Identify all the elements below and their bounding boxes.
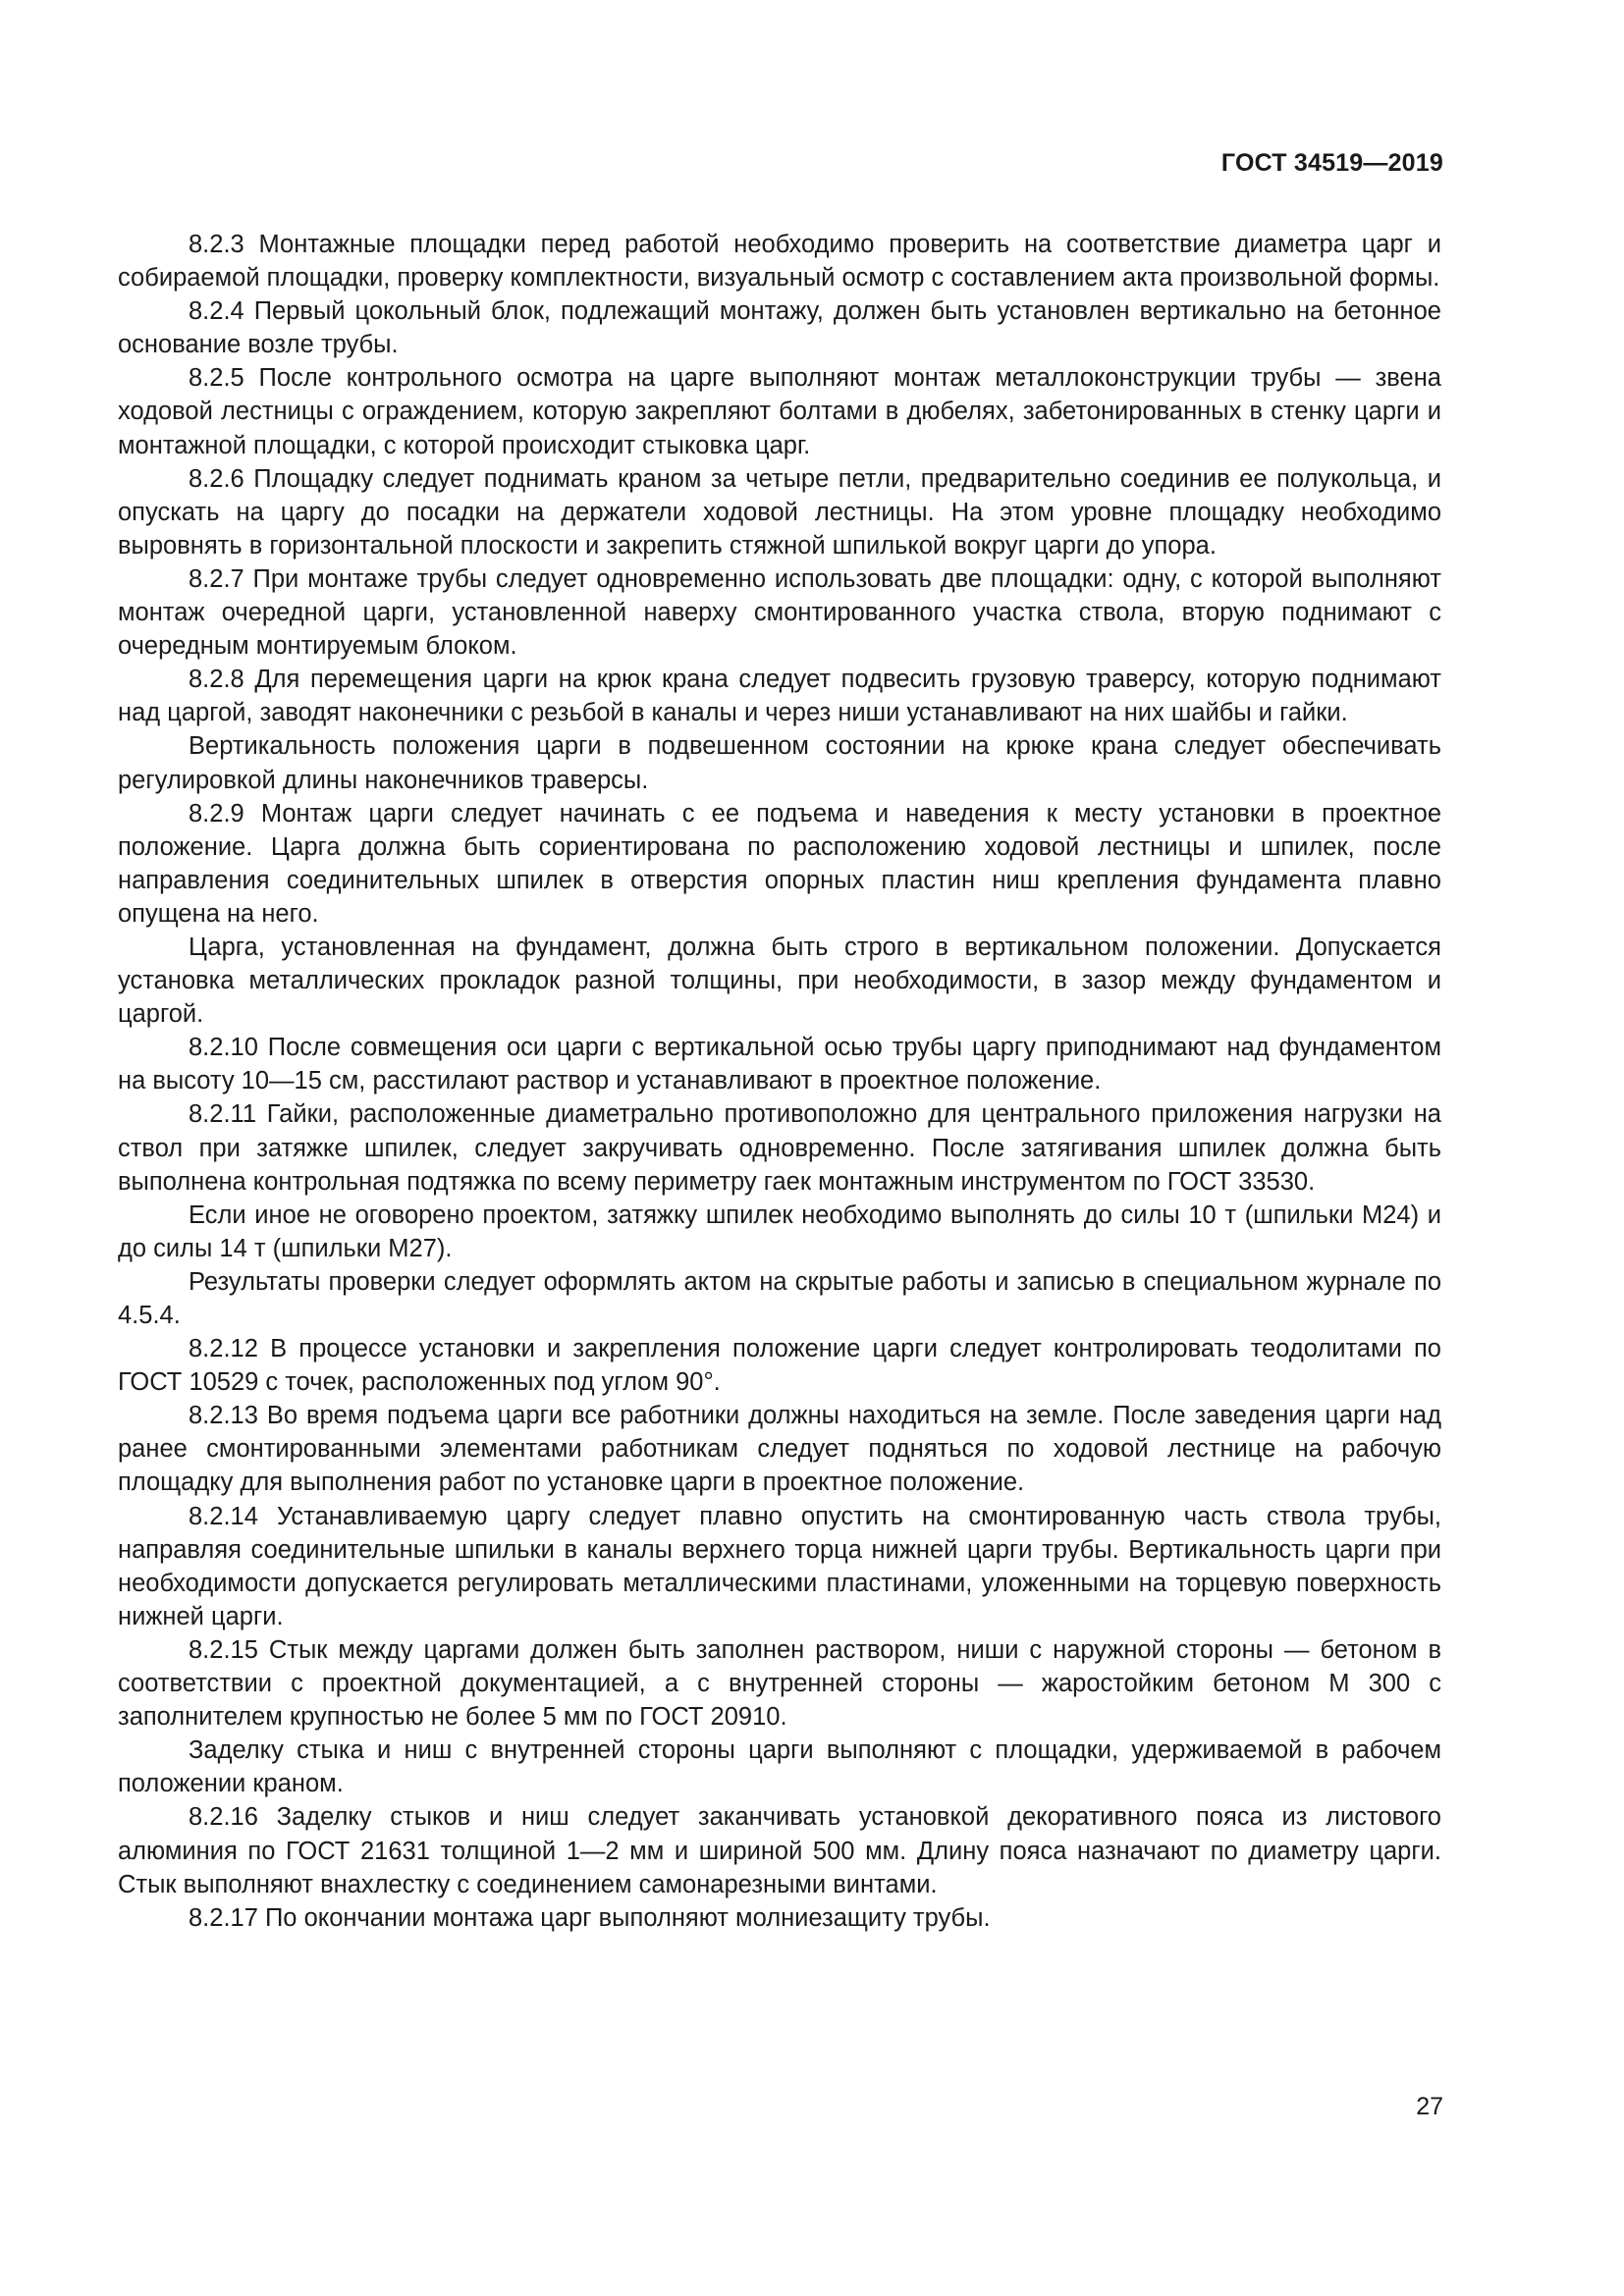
page-number: 27 (1416, 2093, 1443, 2120)
paragraph-8-2-9-note: Царга, установленная на фундамент, должна быть строго в вертикальном положении. Допускается установка металлических прокладок разной толщины, при необходимости, в зазор между фундаментом и царгой. (118, 933, 1441, 1029)
paragraph-8-2-17: 8.2.17 По окончании монтажа царг выполняют молниезащиту трубы. (189, 1903, 991, 1932)
paragraph-8-2-4: 8.2.4 Первый цокольный блок, подлежащий монтажу, должен быть установлен вертикально на бетонное основание возле трубы. (118, 297, 1441, 359)
paragraph-8-2-12: 8.2.12 В процессе установки и закрепления положение царги следует контролировать теодолитами по ГОСТ 10529 с точек, расположенных под углом 90°. (118, 1335, 1441, 1397)
paragraph-8-2-11: 8.2.11 Гайки, расположенные диаметрально противоположно для центрального приложения нагрузки на ствол при затяжке шпилек, следует закручивать одновременно. После затягивания шпилек должна быть выполнена контрольная подтяжка по всему периметру гаек монтажным инструментом по ГОСТ 33530. (118, 1100, 1441, 1196)
paragraph-8-2-11-note-2: Результаты проверки следует оформлять актом на скрытые работы и записью в специальном журнале по 4.5.4. (118, 1267, 1441, 1329)
paragraph-8-2-5: 8.2.5 После контрольного осмотра на царге выполняют монтаж металлоконструкции трубы — звена ходовой лестницы с ограждением, которую закрепляют болтами в дюбелях, забетонированных в стенку царги и монтажной площадки, с которой происходит стыковка царг. (118, 364, 1441, 459)
standard-code-header: ГОСТ 34519—2019 (1220, 149, 1443, 177)
paragraph-8-2-13: 8.2.13 Во время подъема царги все работники должны находиться на земле. После заведения царги над ранее смонтированными элементами работникам следует подняться по ходовой лестнице на рабочую площадку для выполнения работ по установке царги в проектное положение. (118, 1402, 1441, 1497)
paragraph-8-2-7: 8.2.7 При монтаже трубы следует одновременно использовать две площадки: одну, с которой выполняют монтаж очередной царги, установленной наверху смонтированного участка ствола, вторую поднимают с очередным монтируемым блоком. (118, 564, 1441, 661)
paragraph-8-2-15: 8.2.15 Стык между царгами должен быть заполнен раствором, ниши с наружной стороны — бетоном в соответствии с проектной документацией, а с внутренней стороны — жаростойким бетоном М 300 с заполнителем крупностью не более 5 мм по ГОСТ 20910. (118, 1635, 1441, 1732)
paragraph-8-2-16: 8.2.16 Заделку стыков и ниш следует заканчивать установкой декоративного пояса из листового алюминия по ГОСТ 21631 толщиной 1—2 мм и шириной 500 мм. Длину пояса назначают по диаметру царги. Стык выполняют внахлестку с соединением самонарезными винтами. (118, 1803, 1441, 1898)
paragraph-8-2-14: 8.2.14 Устанавливаемую царгу следует плавно опустить на смонтированную часть ствола трубы, направляя соединительные шпильки в каналы верхнего торца нижней царги трубы. Вертикальность царги при необходимости допускается регулировать металлическими пластинами, уложенными на торцевую поверхность нижней царги. (118, 1502, 1441, 1630)
paragraph-8-2-10: 8.2.10 После совмещения оси царги с вертикальной осью трубы царгу приподнимают над фундаментом на высоту 10—15 см, расстилают раствор и устанавливают в проектное положение. (118, 1034, 1441, 1095)
paragraph-8-2-9: 8.2.9 Монтаж царги следует начинать с ее подъема и наведения к месту установки в проектное положение. Царга должна быть сориентирована по расположению ходовой лестницы и шпилек, после направления соединительных шпилек в отверстия опорных пластин ниш крепления фундамента плавно опущена на него. (118, 799, 1441, 928)
paragraph-8-2-6: 8.2.6 Площадку следует поднимать краном за четыре петли, предварительно соединив ее полукольца, и опускать на царгу до посадки на держатели ходовой лестницы. На этом уровне площадку необходимо выровнять в горизонтальной плоскости и закрепить стяжной шпилькой вокруг царги до упора. (118, 464, 1441, 560)
paragraph-8-2-8-note: Вертикальность положения царги в подвешенном состоянии на крюке крана следует обеспечивать регулировкой длины наконечников траверсы. (118, 732, 1441, 794)
paragraph-8-2-3: 8.2.3 Монтажные площадки перед работой необходимо проверить на соответствие диаметра царг и собираемой площадки, проверку комплектности, визуальный осмотр с составлением акта произвольной формы. (118, 231, 1441, 293)
document-body (118, 228, 1441, 1935)
paragraph-8-2-11-note-1: Если иное не оговорено проектом, затяжку шпилек необходимо выполнять до силы 10 т (шпильки М24) и до силы 14 т (шпильки М27). (118, 1201, 1441, 1262)
paragraph-8-2-8: 8.2.8 Для перемещения царги на крюк крана следует подвесить грузовую траверсу, которую поднимают над царгой, заводят наконечники с резьбой в каналы и через ниши устанавливают на них шайбы и гайки. (118, 666, 1441, 727)
paragraph-8-2-15-note: Заделку стыка и ниш с внутренней стороны царги выполняют с площадки, удерживаемой в рабочем положении краном. (118, 1736, 1441, 1798)
